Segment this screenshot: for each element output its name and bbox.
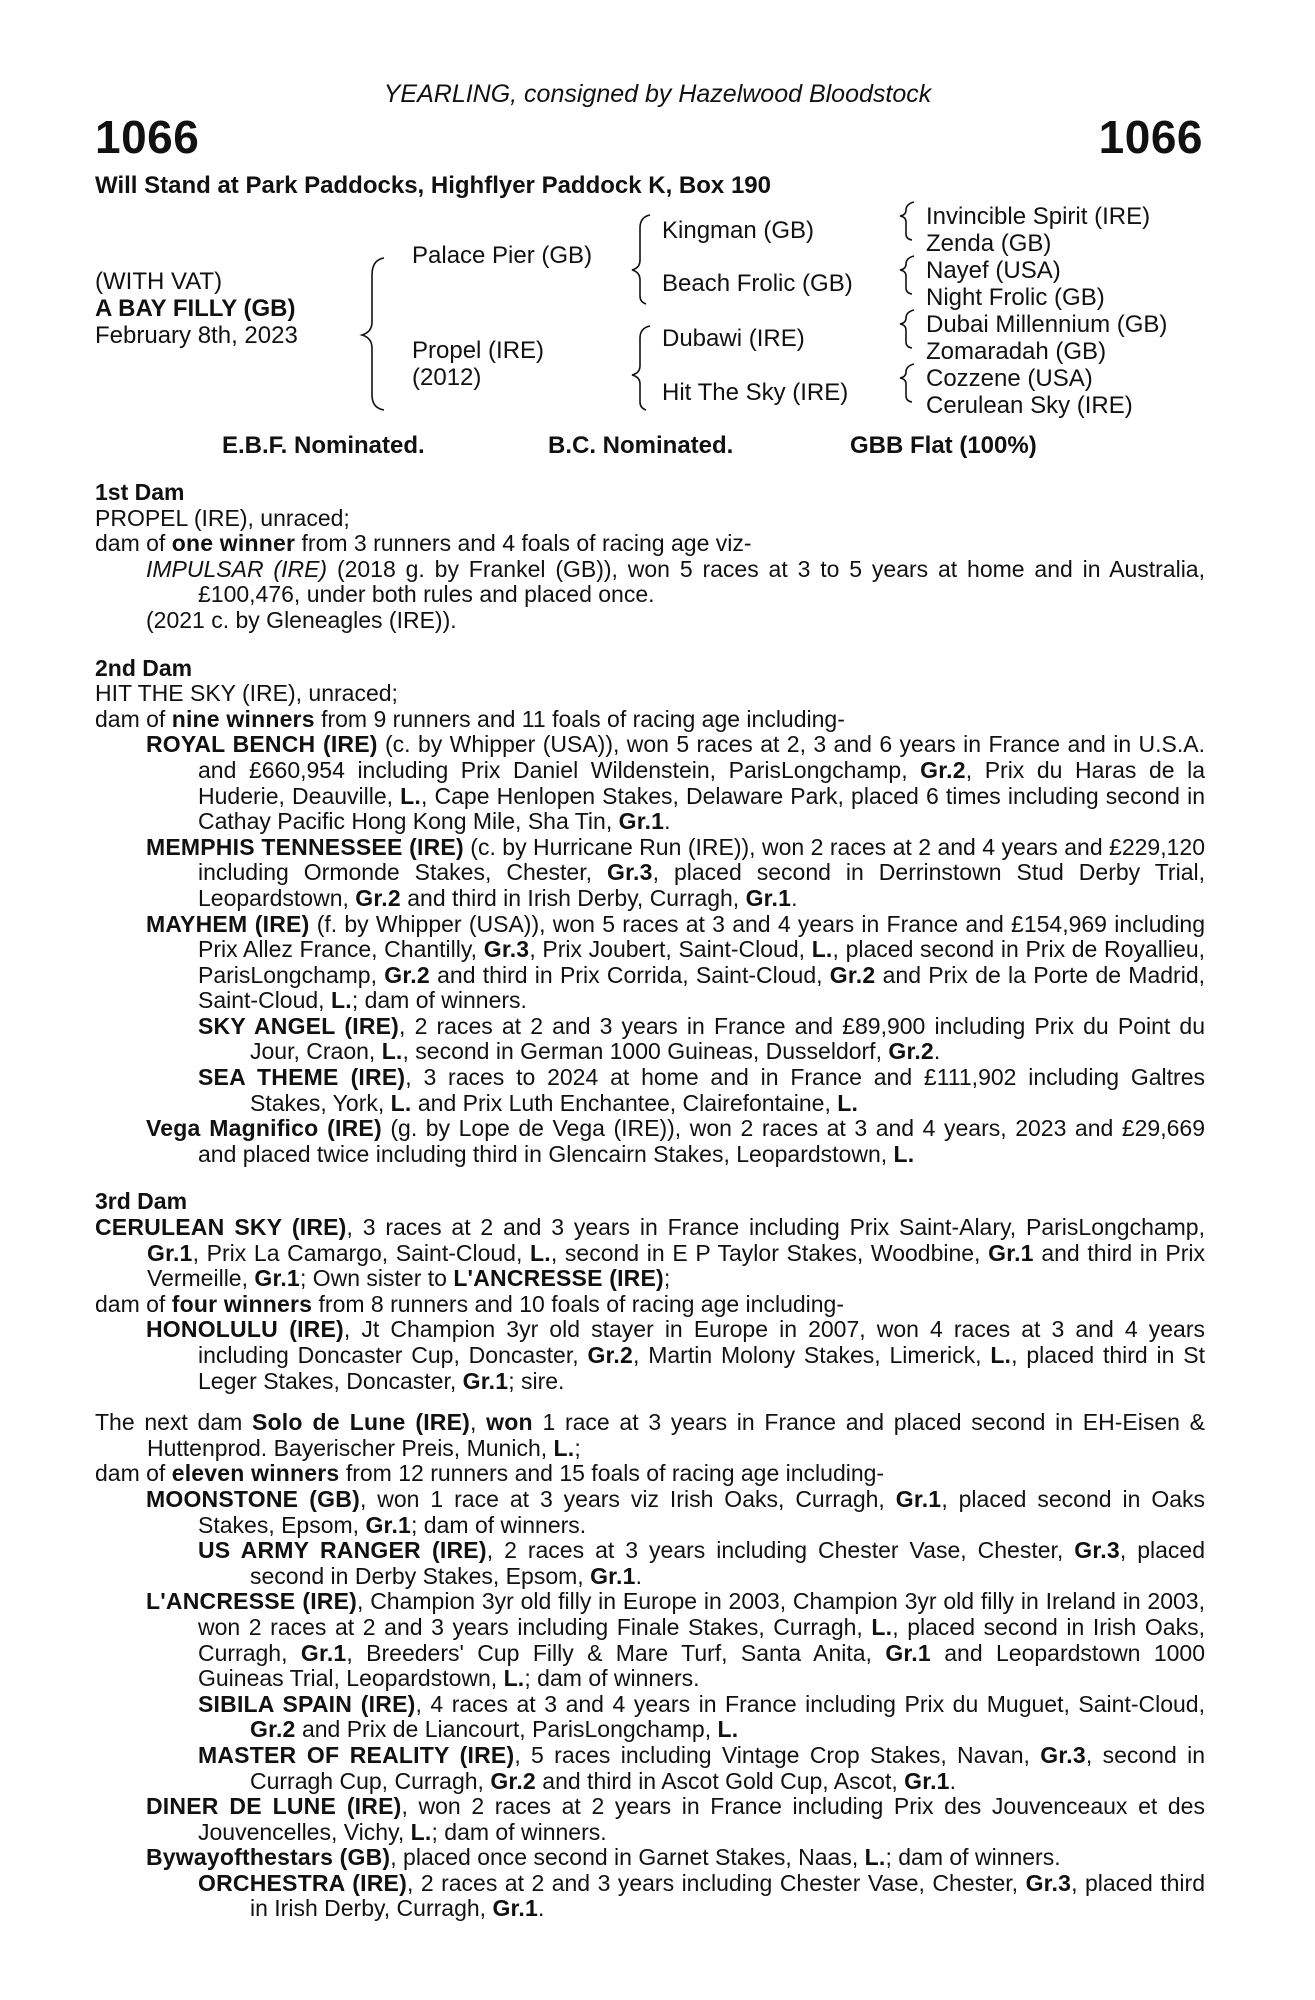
section-heading: 3rd Dam	[95, 1188, 188, 1215]
ancestor-2: Zenda (GB)	[926, 230, 1052, 257]
ancestor-7: Cozzene (USA)	[926, 365, 1093, 392]
entry-text: ; sire.	[508, 1367, 565, 1394]
entry-text: , placed second in Derrinstown Stud Derby Trial, Leopardstown,	[198, 859, 1205, 911]
ancestor-5: Dubai Millennium (GB)	[926, 311, 1168, 338]
bold-text: SEA THEME (IRE)	[198, 1064, 406, 1091]
sire-sire: Kingman (GB)	[662, 217, 815, 244]
entry-text: ; dam of winners.	[411, 1511, 587, 1538]
bold-text: L.	[390, 1089, 412, 1116]
stand-location: Will Stand at Park Paddocks, Highflyer Paddock K, Box 190	[95, 172, 771, 199]
bold-text: L.	[530, 1239, 551, 1266]
bold-text: Gr.3	[1074, 1537, 1120, 1564]
catalogue-entry	[95, 1589, 1205, 1691]
catalogue-entry	[95, 1487, 1205, 1538]
ancestor-6: Zomaradah (GB)	[926, 338, 1107, 365]
bold-text: one winner	[171, 530, 296, 557]
bold-text: L.	[400, 782, 421, 809]
ancestor-8: Cerulean Sky (IRE)	[926, 392, 1133, 419]
catalogue-entry	[95, 1065, 1205, 1116]
bold-text: Gr.1	[590, 1562, 636, 1589]
bold-text: MASTER OF REALITY (IRE)	[198, 1741, 515, 1768]
entry-text: , Champion 3yr old filly in Europe in 2003, Champion 3yr old filly in Ireland in 2003, won 2 races at 2 and 3 years including Finale Stakes, Curragh,	[198, 1588, 1205, 1640]
section-heading: 1st Dam	[95, 479, 185, 505]
bold-text: L.	[717, 1716, 739, 1743]
entry-text: .	[933, 1038, 941, 1065]
bold-text: Gr.1	[895, 1485, 942, 1512]
bold-text: Gr.1	[300, 1639, 347, 1666]
bold-text: L.	[330, 987, 352, 1014]
bold-text: L.	[811, 936, 833, 963]
ebf-nomination: E.B.F. Nominated.	[222, 432, 425, 459]
entry-text: , 5 races including Vintage Crop Stakes, Navan,	[514, 1741, 1041, 1768]
entry-text: , 3 races to 2024 at home and in France and £111,902 including Galtres Stakes, York,	[250, 1064, 1205, 1116]
entry-text: from 9 runners and 11 foals of racing age including-	[314, 705, 845, 732]
bold-text: Gr.1	[885, 1639, 931, 1666]
catalogue-entry	[95, 531, 1205, 557]
bold-text: Gr.1	[492, 1895, 538, 1922]
bc-nomination: B.C. Nominated.	[548, 432, 734, 459]
ancestor-1: Invincible Spirit (IRE)	[926, 203, 1151, 230]
entry-text: and third in Irish Derby, Curragh,	[400, 884, 746, 911]
foaling-date: February 8th, 2023	[95, 322, 298, 349]
bold-text: ROYAL BENCH (IRE)	[146, 731, 378, 758]
bold-text: L.	[990, 1342, 1012, 1368]
catalogue-entry	[95, 1692, 1205, 1743]
catalogue-entry	[95, 1845, 1205, 1871]
bold-text: US ARMY RANGER (IRE)	[198, 1537, 487, 1564]
catalogue-entry	[95, 1410, 1205, 1461]
bold-text: L.	[503, 1665, 525, 1692]
entry-text: The next dam	[95, 1409, 252, 1436]
bold-text: L.	[864, 1844, 886, 1871]
bold-text: Gr.1	[462, 1367, 509, 1394]
entry-text: and third in Ascot Gold Cup, Ascot,	[535, 1767, 905, 1794]
bold-text: ORCHESTRA (IRE)	[198, 1869, 407, 1896]
entry-text: , placed second in Irish Oaks, Curragh,	[198, 1613, 1205, 1666]
entry-text: , second in German 1000 Guineas, Dusseldorf,	[402, 1038, 889, 1065]
bold-text: L'ANCRESSE (IRE)	[453, 1265, 664, 1292]
entry-text: , placed second in Derby Stakes, Epsom,	[250, 1537, 1206, 1589]
entry-text: ; dam of winners.	[885, 1844, 1061, 1871]
bold-text: Gr.3	[1040, 1741, 1086, 1768]
entry-text: and Prix de la Porte de Madrid, Saint-Cloud,	[198, 961, 1205, 1014]
entry-text: ;	[574, 1434, 581, 1461]
catalogue-entry	[95, 557, 1205, 608]
entry-text: and third in Prix Corrida, Saint-Cloud,	[429, 961, 830, 988]
entry-text: dam of	[95, 1290, 172, 1317]
bold-text: L.	[837, 1089, 859, 1116]
entry-text: dam of	[95, 1460, 172, 1487]
ancestor-4: Night Frolic (GB)	[926, 284, 1105, 311]
entry-text: , won 2 races at 2 years in France including Prix des Jouvenceaux et des Jouvencelles, Vichy,	[198, 1793, 1205, 1845]
bold-text: Gr.1	[988, 1239, 1034, 1266]
catalogue-entry	[95, 681, 1205, 707]
entry-text: .	[538, 1895, 545, 1922]
bold-text: SKY ANGEL (IRE)	[198, 1012, 400, 1039]
catalogue-entry	[95, 1116, 1205, 1167]
entry-text: 1 race at 3 years in France and placed second in EH-Eisen & Huttenprod. Bayerischer Preis, Munich,	[147, 1409, 1205, 1461]
catalogue-entry	[95, 1794, 1205, 1845]
bold-text: Gr.3	[607, 859, 653, 886]
entry-text: from 12 runners and 15 foals of racing age including-	[339, 1460, 885, 1487]
bold-text: Gr.1	[365, 1511, 412, 1538]
lot-number-right: 1066	[1098, 111, 1203, 163]
lot-number-left: 1066	[95, 111, 200, 163]
dam-sire: Dubawi (IRE)	[662, 325, 805, 352]
sire-dam: Beach Frolic (GB)	[662, 270, 853, 297]
entry-text: , Breeders' Cup Filly & Mare Turf, Santa Anita,	[346, 1639, 886, 1666]
sire-name: Palace Pier (GB)	[412, 242, 593, 269]
catalogue-entry	[95, 608, 1205, 634]
ancestor-3: Nayef (USA)	[926, 257, 1061, 284]
entry-text: , won 1 race at 3 years viz Irish Oaks, Curragh,	[359, 1485, 896, 1512]
bold-text: Bywayofthestars (GB)	[146, 1844, 391, 1871]
entry-text: from 3 runners and 4 foals of racing age viz-	[295, 530, 752, 557]
bold-text: Gr.2	[829, 961, 876, 988]
dam-dam: Hit The Sky (IRE)	[662, 379, 849, 406]
entry-text: (2021 c. by Gleneagles (IRE)).	[146, 606, 457, 633]
entry-text: .	[635, 1562, 643, 1589]
catalogue-entry	[95, 1292, 1205, 1318]
catalogue-entry	[95, 1317, 1205, 1394]
bold-text: MOONSTONE (GB)	[146, 1485, 360, 1512]
catalogue-entry	[95, 1538, 1205, 1589]
catalogue-entry	[95, 732, 1205, 834]
bold-text: Gr.2	[490, 1767, 536, 1794]
catalogue-entry	[95, 1014, 1205, 1065]
bold-text: Gr.1	[147, 1239, 193, 1266]
entry-text: , placed second in Prix de Royallieu, ParisLongchamp,	[198, 936, 1205, 988]
dam-name: Propel (IRE)	[412, 337, 545, 364]
entry-text: ; Own sister to	[299, 1265, 454, 1292]
entry-text: , Prix du Haras de la Huderie, Deauville,	[198, 756, 1206, 809]
bold-text: four winners	[171, 1290, 313, 1317]
entry-text: (c. by Hurricane Run (IRE)), won 2 races at 2 and 4 years and £229,120 including Ormonde Stakes, Chester,	[198, 833, 1205, 886]
bold-text: MEMPHIS TENNESSEE (IRE)	[146, 833, 464, 860]
catalogue-text	[95, 480, 1205, 1922]
bold-text: Gr.1	[745, 884, 792, 911]
entry-text: from 8 runners and 10 foals of racing age including-	[312, 1290, 845, 1317]
entry-text: , Prix Joubert, Saint-Cloud,	[529, 936, 812, 963]
bold-text: DINER DE LUNE (IRE)	[146, 1793, 402, 1820]
entry-text: and Prix Luth Enchantee, Clairefontaine,	[411, 1089, 838, 1116]
bold-text: Gr.3	[1025, 1869, 1072, 1896]
entry-text: , 2 races at 2 and 3 years in France and £89,900 including Prix du Point du Jour, Craon,	[250, 1012, 1205, 1065]
bold-text: L.	[553, 1434, 575, 1461]
entry-text: , second in E P Taylor Stakes, Woodbine,	[550, 1239, 989, 1266]
vat-note: (WITH VAT)	[95, 268, 223, 295]
section-heading: 2nd Dam	[95, 654, 193, 681]
entry-text: ; dam of winners.	[431, 1818, 607, 1845]
entry-text: ,	[470, 1409, 487, 1436]
bold-text: L'ANCRESSE (IRE)	[146, 1588, 357, 1615]
bold-text: nine winners	[171, 705, 315, 732]
entry-text: HIT THE SKY (IRE), unraced;	[95, 680, 398, 707]
gbb-flat: GBB Flat (100%)	[850, 432, 1037, 459]
dam-foaling-year: (2012)	[412, 364, 482, 391]
bold-text: Gr.1	[254, 1265, 300, 1292]
bold-text: L.	[410, 1818, 432, 1845]
bold-text: L.	[871, 1613, 893, 1640]
catalogue-entry	[95, 912, 1205, 1014]
entry-text: (2018 g. by Frankel (GB)), won 5 races at 3 to 5 years at home and in Australia, £100,476, under both rules and placed once.	[198, 555, 1205, 608]
entry-text: (c. by Whipper (USA)), won 5 races at 2, 3 and 6 years in France and in U.S.A. and £660,954 including Prix Daniel Wildenstein, ParisLongchamp,	[198, 731, 1205, 783]
bold-text: HONOLULU (IRE)	[146, 1316, 344, 1343]
entry-text: dam of	[95, 530, 172, 557]
entry-text: .	[949, 1767, 957, 1794]
entry-text: , Martin Molony Stakes, Limerick,	[633, 1342, 991, 1368]
catalogue-entry	[95, 1215, 1205, 1292]
entry-text: , Jt Champion 3yr old stayer in Europe in 2007, won 4 races at 3 and 4 years including Doncaster Cup, Doncaster,	[198, 1316, 1205, 1368]
bold-text: Gr.2	[587, 1342, 634, 1368]
entry-text: (g. by Lope de Vega (IRE)), won 2 races at 3 and 4 years, 2023 and £29,669 and placed twice including third in Glencairn Stakes, Leopardstown,	[198, 1115, 1205, 1167]
entry-text: (f. by Whipper (USA)), won 5 races at 3 and 4 years in France and £154,969 including Prix Allez France, Chantilly,	[198, 910, 1206, 963]
entry-text: .	[664, 808, 671, 835]
bold-text: L.	[893, 1140, 915, 1167]
bold-text: Gr.3	[483, 936, 530, 963]
entry-text: ; dam of winners.	[351, 987, 527, 1014]
entry-text: , placed third in St Leger Stakes, Doncaster,	[198, 1342, 1206, 1394]
catalogue-entry	[95, 835, 1205, 912]
catalogue-entry	[95, 506, 1205, 532]
bold-text: Gr.2	[250, 1716, 296, 1743]
catalogue-entry	[95, 1743, 1205, 1794]
entry-text: , placed second in Oaks Stakes, Epsom,	[198, 1485, 1205, 1538]
consignor-line: YEARLING, consigned by Hazelwood Bloodstock	[383, 80, 932, 108]
entry-text: and Prix de Liancourt, ParisLongchamp,	[295, 1716, 718, 1743]
bold-text: MAYHEM (IRE)	[146, 910, 310, 937]
entry-text: , 3 races at 2 and 3 years in France including Prix Saint-Alary, ParisLongchamp,	[346, 1214, 1205, 1241]
entry-text: ; dam of winners.	[524, 1665, 700, 1692]
catalogue-entry	[95, 1461, 1205, 1487]
bold-text: won	[486, 1409, 533, 1436]
entry-text: , 4 races at 3 and 4 years in France including Prix du Muguet, Saint-Cloud,	[415, 1690, 1205, 1717]
entry-text: , 2 races at 3 years including Chester Vase, Chester,	[486, 1537, 1075, 1564]
bold-text: Solo de Lune (IRE)	[252, 1409, 471, 1436]
entry-text: and Leopardstown 1000 Guineas Trial, Leopardstown,	[198, 1639, 1206, 1692]
bold-text: L.	[381, 1038, 403, 1065]
bold-text: Gr.2	[888, 1038, 934, 1065]
entry-text: ;	[663, 1265, 671, 1292]
bold-text: eleven winners	[171, 1460, 340, 1487]
catalogue-entry	[95, 707, 1205, 733]
bold-text: Gr.2	[355, 884, 401, 911]
entry-text: .	[791, 884, 798, 911]
entry-text: dam of	[95, 705, 172, 732]
entry-text: , 2 races at 2 and 3 years including Chester Vase, Chester,	[406, 1869, 1026, 1896]
bold-text: Vega Magnifico (IRE)	[146, 1115, 382, 1142]
entry-text: , Prix La Camargo, Saint-Cloud,	[192, 1239, 531, 1266]
bold-text: Gr.2	[384, 961, 430, 988]
bold-text: Gr.1	[904, 1767, 950, 1794]
bold-text: CERULEAN SKY (IRE)	[95, 1214, 347, 1241]
bold-text: Gr.2	[920, 756, 966, 783]
entry-text: , Cape Henlopen Stakes, Delaware Park, placed 6 times including second in Cathay Pacific Hong Kong Mile, Sha Tin,	[198, 782, 1205, 835]
bold-text: SIBILA SPAIN (IRE)	[198, 1690, 416, 1717]
horse-name: A BAY FILLY (GB)	[95, 295, 296, 322]
entry-text: , placed third in Irish Derby, Curragh,	[250, 1869, 1205, 1922]
entry-text: , placed once second in Garnet Stakes, Naas,	[390, 1844, 865, 1871]
catalogue-entry	[95, 1871, 1205, 1922]
entry-text: and third in Prix Vermeille,	[147, 1239, 1205, 1292]
italic-text: IMPULSAR (IRE)	[146, 555, 328, 582]
entry-text: , second in Curragh Cup, Curragh,	[250, 1741, 1205, 1794]
bold-text: Gr.1	[618, 808, 665, 835]
entry-text: PROPEL (IRE), unraced;	[95, 504, 350, 531]
